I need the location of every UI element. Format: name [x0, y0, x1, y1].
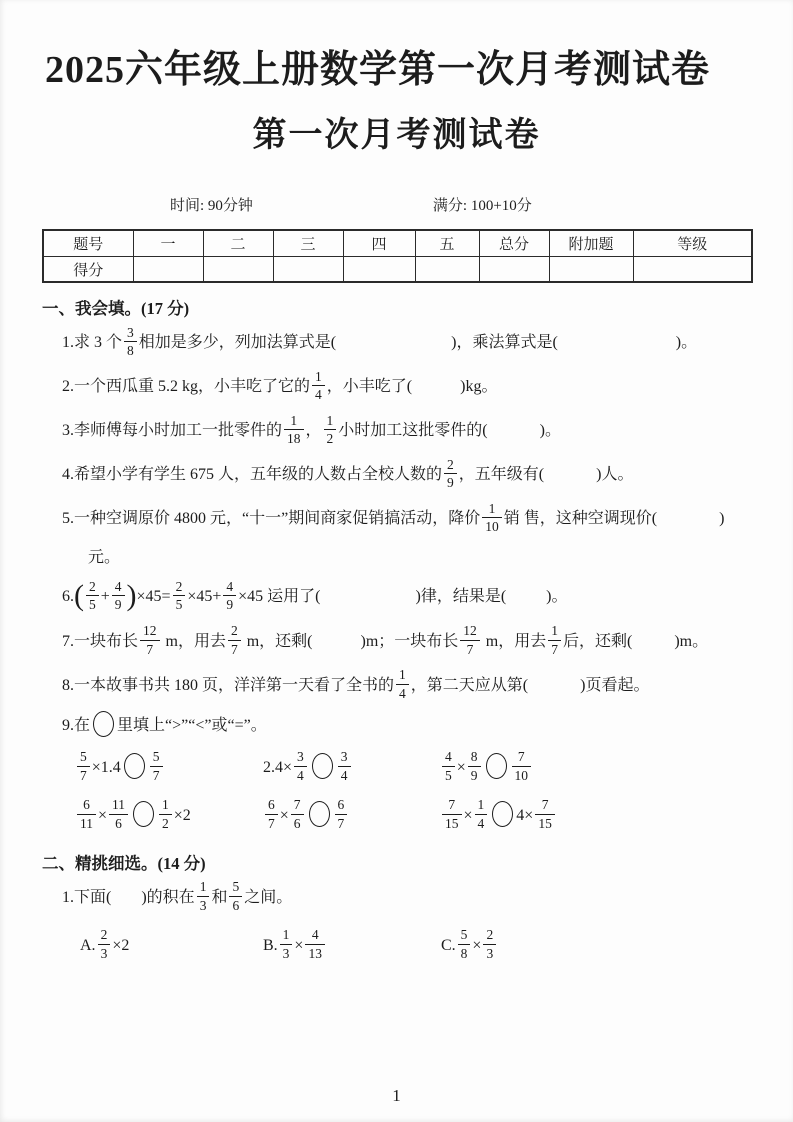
fraction: $\frac{7}{10}$: [512, 749, 532, 782]
score-cell: [479, 256, 549, 282]
answer-blank: [632, 645, 674, 646]
fraction: $\frac{5}{8}$: [458, 927, 471, 960]
score-cell: [273, 256, 343, 282]
text-run: ×2: [173, 806, 191, 824]
compare-row-2: [75, 794, 793, 838]
compare-item: [440, 746, 793, 790]
fraction: $\frac{7}{15}$: [442, 797, 462, 830]
section2-question-1: [62, 878, 793, 918]
text-run: 7.一块布长: [62, 632, 139, 650]
text-run: 6.: [62, 588, 74, 606]
answer-blank: [313, 645, 361, 646]
big-paren: (: [74, 578, 84, 612]
text-run: 5.一种空调原价 4800 元，“十一”期间商家促销搞活动，降价: [62, 510, 481, 528]
fraction: $\frac{2}{3}$: [98, 927, 111, 960]
compare-item: [263, 746, 440, 790]
score-cell: [415, 256, 479, 282]
score-table: [42, 229, 753, 283]
page-number: 1: [392, 1086, 401, 1105]
option-c: [441, 924, 793, 968]
header-part-2: 二: [203, 230, 273, 256]
text-run: 里填上“>”“<”或“=”。: [117, 716, 267, 734]
text-run: +: [100, 588, 110, 606]
compare-item: [75, 794, 263, 838]
question-4: [62, 455, 793, 495]
header-part-5: 五: [415, 230, 479, 256]
text-run: B.: [263, 936, 278, 954]
text-run: 小时加工这批零件的(: [338, 422, 488, 440]
fraction: $\frac{1}{18}$: [284, 413, 304, 446]
answer-circle: [93, 711, 114, 737]
compare-row-1: [75, 746, 793, 790]
header-grade: 等级: [633, 230, 752, 256]
fraction: $\frac{5}{6}$: [229, 879, 242, 912]
text-run: )的积在: [141, 888, 195, 906]
text-run: ×: [472, 936, 482, 954]
question-7: [62, 622, 793, 662]
section2-heading: 二、精挑细选。(14 分): [42, 853, 206, 873]
text-run: )。: [546, 588, 568, 606]
score-cell: [549, 256, 633, 282]
text-run: 4.希望小学有学生 675 人，五年级的人数占全校人数的: [62, 466, 443, 484]
text-run: )，乘法算式是(: [451, 334, 558, 352]
question-1: [62, 323, 793, 363]
text-run: ): [719, 510, 725, 528]
score-table-header-row: [43, 230, 752, 256]
text-run: C.: [441, 936, 456, 954]
fraction: $\frac{11}{6}$: [109, 797, 128, 830]
text-run: ×45=: [136, 588, 171, 606]
compare-item: [440, 794, 793, 838]
text-run: ，小丰吃了(: [326, 378, 413, 396]
fraction: $\frac{4}{13}$: [305, 927, 325, 960]
fraction: $\frac{1}{2}$: [159, 797, 172, 830]
answer-circle: [312, 753, 333, 779]
question-5: [62, 499, 793, 539]
compare-item: [263, 794, 440, 838]
fraction: $\frac{2}{7}$: [228, 623, 241, 656]
text-run: 销 售，这种空调现价(: [503, 510, 658, 528]
text-run: ，: [305, 422, 322, 440]
answer-blank: [657, 522, 719, 523]
text-run: )m；一块布长: [360, 632, 459, 650]
fraction: $\frac{3}{4}$: [338, 749, 351, 782]
fraction: $\frac{1}{3}$: [280, 927, 293, 960]
text-run: m，还剩(: [242, 632, 313, 650]
answer-circle: [124, 753, 145, 779]
text-run: ×: [279, 806, 289, 824]
text-run: ×: [294, 936, 304, 954]
answer-blank: [320, 600, 415, 601]
header-bonus: 附加题: [549, 230, 633, 256]
fraction: $\frac{6}{7}$: [335, 797, 348, 830]
text-run: 4×: [516, 806, 534, 824]
answer-blank: [488, 434, 540, 435]
text-run: ×2: [112, 936, 130, 954]
text-run: 8.一本故事书共 180 页，洋洋第一天看了全书的: [62, 676, 395, 694]
fraction: $\frac{5}{7}$: [77, 749, 90, 782]
text-run: 后，还剩(: [562, 632, 633, 650]
answer-blank: [336, 346, 451, 347]
fraction: $\frac{1}{4}$: [396, 667, 409, 700]
question-5-continuation: [88, 543, 793, 573]
text-run: )m。: [674, 632, 709, 650]
answer-blank: [544, 478, 596, 479]
score-cell: [343, 256, 415, 282]
option-a: [80, 924, 263, 968]
text-run: )律，结果是(: [415, 588, 507, 606]
answer-blank: [412, 390, 460, 391]
full-score-label: 满分: 100+10分: [432, 198, 532, 215]
fraction: $\frac{2}{5}$: [86, 579, 99, 612]
section2-options-row: [80, 924, 793, 968]
compare-item: [75, 746, 263, 790]
fraction: $\frac{1}{4}$: [312, 369, 325, 402]
answer-circle: [309, 801, 330, 827]
text-run: 2.一个西瓜重 5.2 kg，小丰吃了它的: [62, 378, 311, 396]
fraction: $\frac{3}{4}$: [294, 749, 307, 782]
big-paren: ): [126, 578, 137, 612]
fraction: $\frac{3}{8}$: [124, 325, 137, 358]
score-row-label: 得分: [43, 256, 133, 282]
text-run: ，五年级有(: [458, 466, 545, 484]
fraction: $\frac{1}{2}$: [324, 413, 337, 446]
answer-circle: [492, 801, 513, 827]
text-run: m，用去: [481, 632, 547, 650]
text-run: 3.李师傅每小时加工一批零件的: [62, 422, 283, 440]
text-run: m，用去: [161, 632, 226, 650]
score-cell: [633, 256, 752, 282]
question-2: [62, 367, 793, 407]
text-run: A.: [80, 936, 96, 954]
fraction: $\frac{8}{9}$: [468, 749, 481, 782]
fraction: $\frac{1}{10}$: [482, 501, 502, 534]
text-run: ，第二天应从第(: [410, 676, 529, 694]
text-run: 1.求 3 个: [62, 334, 123, 352]
fraction: $\frac{4}{5}$: [442, 749, 455, 782]
fraction: $\frac{1}{3}$: [197, 879, 210, 912]
text-run: 相加是多少，列加法算式是(: [138, 334, 337, 352]
header-part-1: 一: [133, 230, 203, 256]
text-run: 2.4×: [263, 758, 293, 776]
answer-circle: [486, 753, 507, 779]
text-run: )。: [675, 334, 698, 352]
option-b: [263, 924, 441, 968]
text-run: 元。: [88, 549, 121, 567]
paper-title: 2025六年级上册数学第一次月考测试卷: [45, 49, 711, 91]
fraction: $\frac{6}{11}$: [77, 797, 96, 830]
text-run: 和: [211, 888, 228, 906]
header-part-3: 三: [273, 230, 343, 256]
text-run: ×: [456, 758, 466, 776]
fraction: $\frac{4}{9}$: [112, 579, 125, 612]
answer-blank: [528, 689, 580, 690]
question-9: [62, 710, 793, 742]
question-6: [62, 577, 793, 617]
fraction: $\frac{2}{9}$: [444, 457, 457, 490]
fraction: $\frac{6}{7}$: [265, 797, 278, 830]
fraction: $\frac{4}{9}$: [223, 579, 236, 612]
header-total: 总分: [479, 230, 549, 256]
section1-heading: 一、我会填。(17 分): [42, 299, 190, 319]
question-3: [62, 411, 793, 451]
paper-meta: [0, 194, 793, 215]
paper-subtitle: 第一次月考测试卷: [252, 116, 541, 154]
text-run: ×45+: [187, 588, 222, 606]
text-run: ×45 运用了(: [238, 588, 321, 606]
text-run: )kg。: [460, 378, 498, 396]
score-cell: [133, 256, 203, 282]
score-table-score-row: [43, 256, 752, 282]
time-limit-label: 时间: 90分钟: [170, 198, 253, 215]
text-run: ×: [463, 806, 473, 824]
fraction: $\frac{12}{7}$: [140, 623, 160, 656]
header-part-4: 四: [343, 230, 415, 256]
fraction: $\frac{2}{5}$: [173, 579, 186, 612]
text-run: 之间。: [244, 888, 293, 906]
fraction: $\frac{7}{15}$: [535, 797, 555, 830]
fraction: $\frac{5}{7}$: [150, 749, 163, 782]
question-8: [62, 666, 793, 706]
text-run: )页看起。: [580, 676, 650, 694]
header-question-no: 题号: [43, 230, 133, 256]
text-run: )人。: [596, 466, 634, 484]
answer-circle: [133, 801, 154, 827]
fraction: $\frac{12}{7}$: [460, 623, 480, 656]
fraction: $\frac{2}{3}$: [483, 927, 496, 960]
fraction: $\frac{1}{7}$: [548, 623, 561, 656]
text-run: ×: [98, 806, 108, 824]
answer-blank: [111, 901, 141, 902]
score-cell: [203, 256, 273, 282]
answer-blank: [506, 600, 546, 601]
text-run: 9.在: [62, 716, 91, 734]
text-run: )。: [539, 422, 561, 440]
fraction: $\frac{7}{6}$: [291, 797, 304, 830]
fraction: $\frac{1}{4}$: [475, 797, 488, 830]
text-run: 1.下面(: [62, 888, 112, 906]
answer-blank: [558, 346, 676, 347]
text-run: ×1.4: [91, 758, 121, 776]
